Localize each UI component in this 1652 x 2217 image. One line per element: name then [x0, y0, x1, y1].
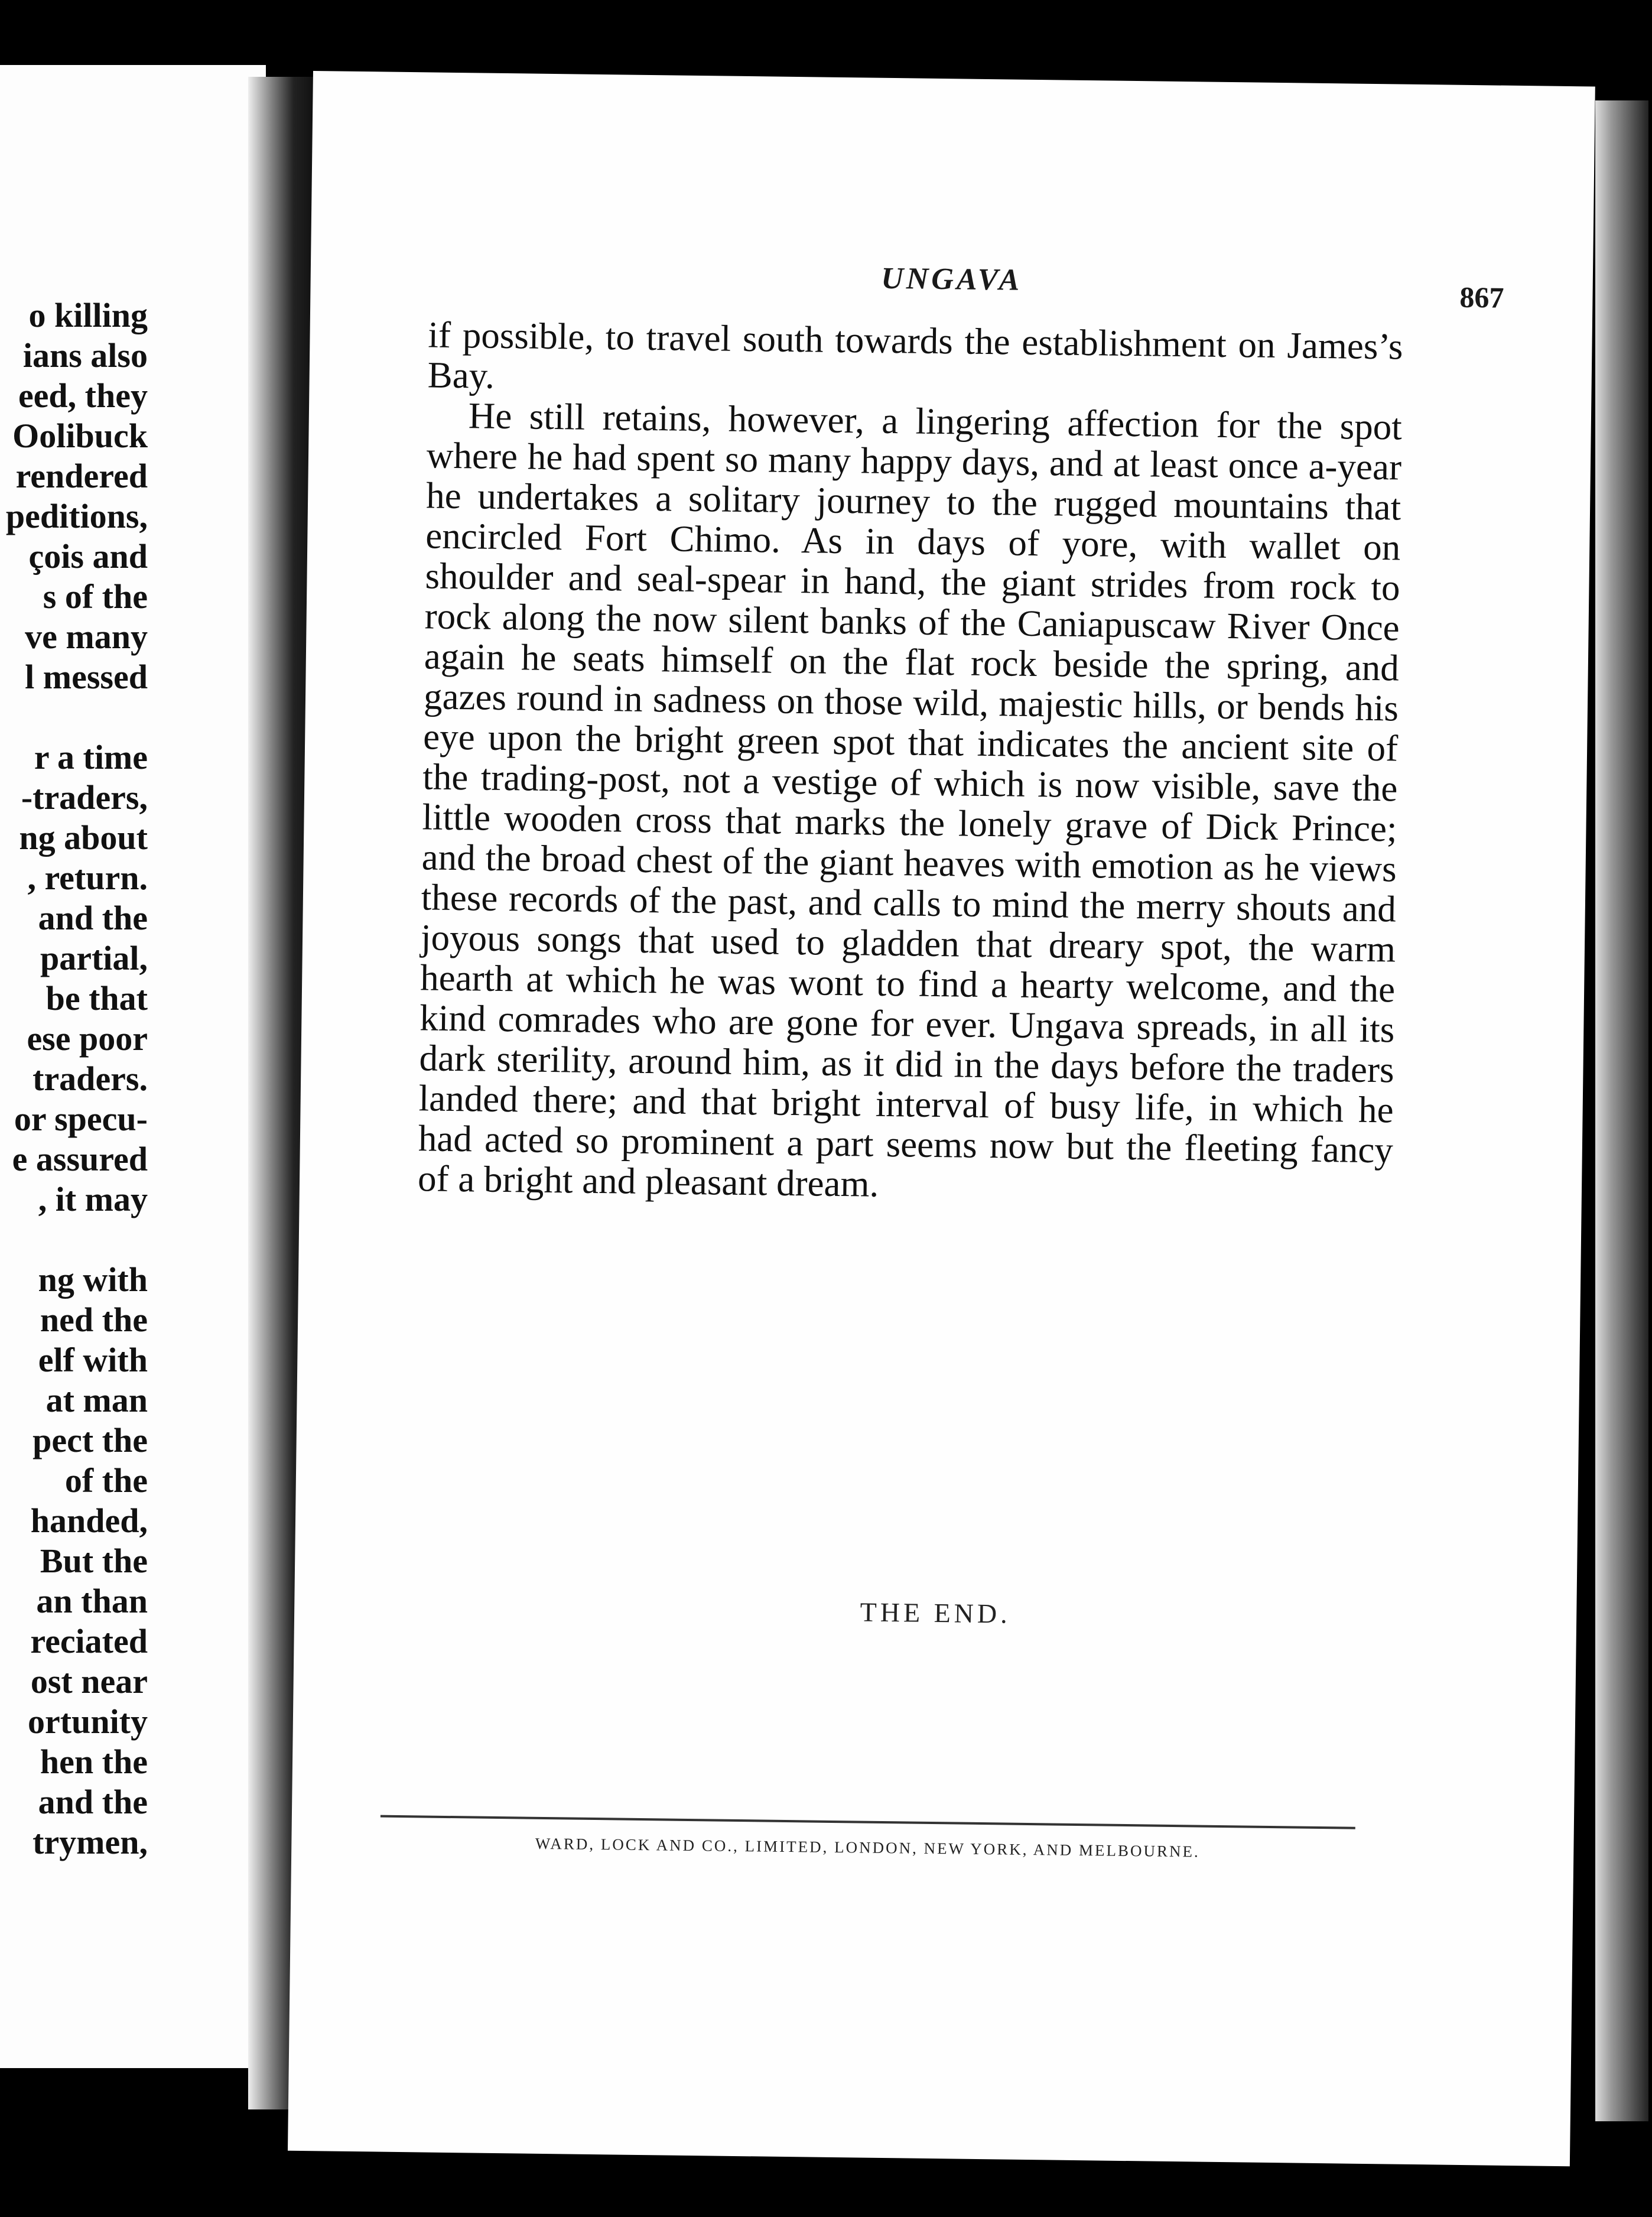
left-page-line: ve many	[25, 617, 148, 656]
left-page-line: of the	[64, 1461, 148, 1500]
left-page-line: l messed	[25, 658, 148, 696]
left-page-line: çois and	[28, 537, 148, 576]
left-page-line: eed, they	[18, 376, 148, 415]
left-page-gap	[0, 1220, 148, 1260]
left-page-line: pect the	[32, 1421, 148, 1459]
left-page-line: ned the	[40, 1301, 148, 1339]
left-page-line: ost near	[30, 1662, 148, 1701]
left-page	[0, 65, 266, 2068]
left-page-line: o killing	[28, 296, 148, 334]
left-page-line: ng with	[38, 1260, 148, 1299]
page-edge	[1595, 100, 1648, 2121]
left-page-line: trymen,	[32, 1823, 148, 1861]
left-page-line: traders.	[32, 1059, 148, 1098]
left-page-line: peditions,	[5, 497, 148, 535]
left-page-line: be that	[45, 979, 148, 1018]
the-end-label: THE END.	[860, 1597, 1011, 1629]
left-page-line: hen the	[40, 1743, 148, 1781]
left-page-line: e assured	[12, 1140, 148, 1178]
left-page-line: Oolibuck	[12, 417, 148, 455]
left-page-line: But the	[40, 1542, 148, 1580]
running-head: UNGAVA	[880, 261, 1023, 297]
left-page-line: -traders,	[21, 778, 148, 817]
body-text	[418, 314, 1403, 1210]
left-page-line: at man	[45, 1381, 148, 1419]
paragraph-2: He still retains, however, a lingering affection for the spot where he had spent so many happy days, and at least once a-year he undertakes a solitary journey to the rugged mountains that encircled Fort Chimo. As in days of yore, with wallet on shoulder and seal-spear in hand, the giant strides from rock to rock along the now silent banks of the Caniapuscaw River Once again he seats himself on the flat rock beside the spring, and gazes round in sadness on those wild, majestic hills, or bends his eye upon the bright green spot that indicates the ancient site of the trading-post, not a vestige of which is now visible, save the little wooden cross that marks the lonely grave of Dick Prince; and the broad chest of the giant heaves with emotion as he views these records of the past, and calls to mind the merry shouts and joyous songs that used to gladden that dreary spot, the warm hearth at which he was wont to find a hearty welcome, and the kind comrades who are gone for ever. Ungava spreads, in all its dark sterility, around him, as it did in the days before the traders landed there; and that bright interval of busy life, in which he had acted so prominent a part seems now but the fleeting fancy of a bright and pleasant dream.	[417, 395, 1403, 1205]
left-page-line: ians also	[22, 336, 148, 375]
left-page-line: r a time	[34, 738, 148, 776]
left-page-gap	[0, 697, 148, 737]
left-page-line: ese poor	[27, 1019, 148, 1058]
paragraph-1: if possible, to travel south towards the establishment on James’s Bay.	[427, 314, 1403, 396]
left-page-line: , return.	[27, 859, 148, 897]
imprint-rule	[381, 1815, 1355, 1829]
left-page-line: ortunity	[28, 1702, 148, 1741]
left-page-text	[0, 295, 148, 1862]
left-page-line: and the	[38, 899, 148, 937]
left-page-line: an than	[36, 1582, 148, 1620]
left-page-line: or specu-	[14, 1100, 148, 1138]
left-page-line: s of the	[43, 577, 148, 616]
page-number: 867	[1459, 280, 1504, 314]
left-page-line: ng about	[19, 818, 148, 857]
left-page-line: handed,	[30, 1501, 148, 1540]
right-page	[288, 71, 1595, 2166]
left-page-line: partial,	[40, 939, 148, 977]
publisher-imprint: WARD, LOCK AND CO., LIMITED, LONDON, NEW YORK, AND MELBOURNE.	[535, 1834, 1200, 1861]
left-page-line: elf with	[38, 1341, 148, 1379]
left-page-line: rendered	[15, 457, 148, 495]
left-page-line: and the	[38, 1783, 148, 1821]
left-page-line: reciated	[30, 1622, 148, 1660]
left-page-line: , it may	[38, 1180, 148, 1218]
